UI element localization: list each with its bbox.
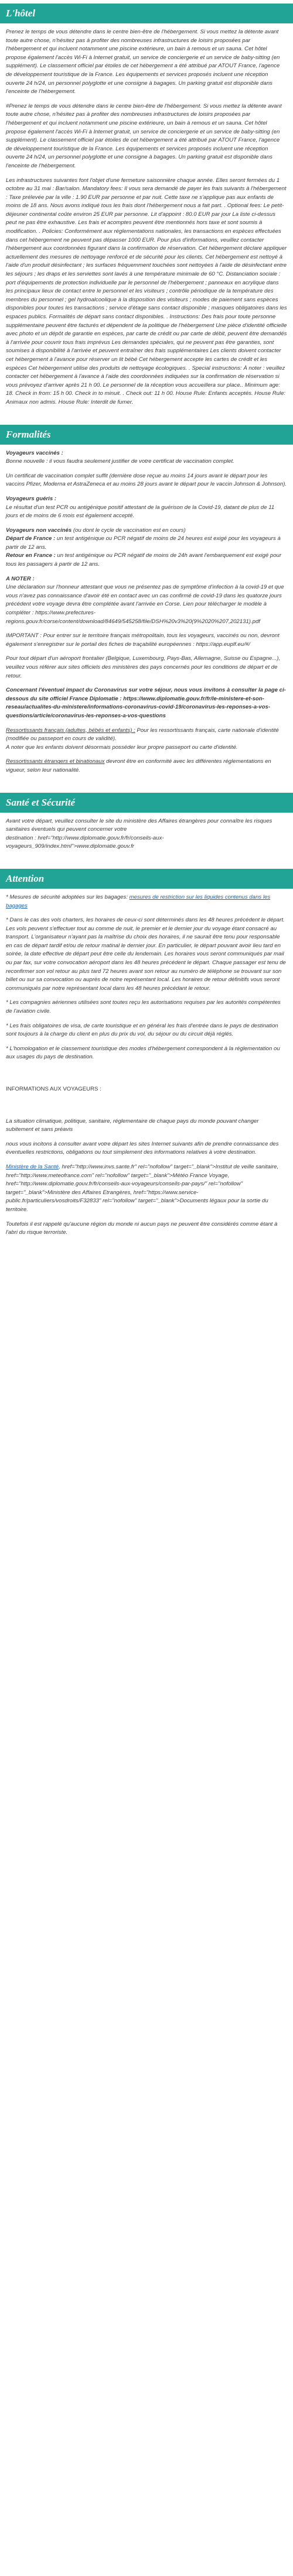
note-heading: A NOTER : bbox=[6, 575, 35, 582]
vaccinated-text-2: Un certificat de vaccination complet suffit (dernière dose reçue au moins 14 jours avant le départ pour les vaccins Pfizer, Moderna et AstraZeneca et au moins 28 jours avant le départ pour le vaccin Johnson & Johnson). bbox=[6, 472, 287, 488]
cured-heading: Voyageurs guéris : bbox=[6, 495, 57, 502]
terrorism-text: Toutefois il est rappelé qu'aucune région du monde ni aucun pays ne peuvent être considérés comme étant à l'abri du risque terroriste. bbox=[6, 1220, 278, 1236]
page bbox=[0, 4, 293, 1237]
note-text: Une déclaration sur l'honneur attestant que vous ne présentez pas de symptôme d'infection à la covid-19 et que vous n'avez pas connaissance d'avoir été en contact avec un cas confirmé de covid-19 dans les quatorze jours précédent votre voyage devra être complétée avant l'arrivée en Corse. Lien pour télécharger le modèle à compléter : https://www.prefectures-regions.gouv.fr/corse/content/download/84649/545258/file/DSH%20v3%20(9%2020%207,202131).pdf bbox=[6, 584, 284, 625]
section-header-attention: Attention bbox=[0, 869, 293, 889]
visa-text: * Les frais obligatoires de visa, de carte touristique et en général les frais d'entrée dans le pays de destination sont toujours à la charge du client en plus du prix du vol, du séjour ou du circuit déjà réglés. bbox=[6, 1022, 278, 1038]
section-sante bbox=[0, 817, 293, 851]
section-hotel bbox=[0, 28, 293, 407]
unvaccinated-note: (ou dont le cycle de vaccination est en cours) bbox=[71, 527, 186, 534]
foreign-text: devront être en conformité avec les différentes réglementations en vigueur, selon leur nationalité. bbox=[6, 758, 271, 773]
sante-text-2: destination : href="http://www.diplomatie.gouv.fr/fr/conseils-aux-voyageurs_909/index.html">www.diplomatie.gouv.fr bbox=[6, 834, 164, 850]
hotel-paragraph-3: Les infrastructures suivantes font l'objet d'une fermeture saisonnière chaque année. Elles seront fermées du 1 octobre au 31 mai : Bar/salon. Mandatory fees: Il vous sera demandé de payer les frais suivants à l'hébergement : Taxe prélevée par la ville : 1.90 EUR par personne et par nuit. Cette taxe ne s'applique pas aux enfants de moins de 18 ans. Nous avons indiqué tous les frais dont l'hébergement nous a fait part. . Optional fees: Le petit-déjeuner continental coûte environ 25 EUR par personne. Lit d'appoint : 80.0 EUR par jour La liste ci-dessus peut ne pas être exhaustive. Les frais et acomptes peuvent être mentionnés hors taxe et sont soumis à modification. . Policies: Conformément aux réglementations nationales, les transactions en espèces effectuées dans cet hébergement ne peuvent pas dépasser 1000 EUR. Pour plus d'informations, veuillez contacter l'hébergement aux coordonnées figurant dans la confirmation de réservation. Cet hébergement déclare appliquer actuellement des mesures de nettoyage renforcé et de sécurité pour les clients. Cet hébergement est nettoyé à l'aide d'un produit désinfectant ; les surfaces fréquemment touchées sont nettoyées à l'aide de désinfectant entre les séjours ; les draps et les serviettes sont lavés à une température minimale de 60 °C. Distanciation sociale : port d'équipements de protection individuelle par le personnel de l'hébergement ; panneaux en acrylique dans les principaux lieux de contact entre le personnel et les visiteurs ; contrôle périodique de la température des membres du personnel ; gel hydroalcoolique à la disposition des visiteurs ; modes de paiement sans espèces disponibles pour toutes les transactions ; service d'étage sans contact disponible ; masques obligatoires dans les espaces publics. Formalités de départ sans contact disponibles. . Instructions: Des frais pour toute personne supplémentaire peuvent être facturés et dépendent de la politique de l'hébergement Une pièce d'identité officielle avec photo et un dépôt de garantie en espèces, par carte de crédit ou par carte de débit, peuvent être demandés à l'arrivée pour couvrir tous frais imprévus Les demandes spéciales, qui ne peuvent pas être garanties, sont soumises à disponibilité à l'arrivée et peuvent entraîner des frais supplémentaires Les clients doivent contacter cet hébergement à l'avance pour réserver un lit bébé Cet hébergement accepte les cartes de crédit et les espèces Cet hébergement utilise des produits de nettoyage écologiques. . Special instructions: À noter : veuillez contacter cet hébergement à l'avance à l'aide des coordonnées indiquées sur la confirmation de réservation si vous prévoyez d'arriver après 21 h 00. Le personnel de la réception vous accueillera sur place.. Minimum age: 18. Check in from: 15 h 00. Check in to minuit. . Check out: 11 h 00. House Rule: Enfants acceptés. House Rule: Animaux non admis. House Rule: Interdit de fumer. bbox=[6, 177, 287, 405]
important-text: IMPORTANT : Pour entrer sur le territoire français métropolitain, tous les voyageurs, vaccinés ou non, devront également s'enregistrer sur le portail des fiches de traçabilité européennes : https://app.euplf.eu/#/ bbox=[6, 632, 280, 648]
unvaccinated-heading: Voyageurs non vaccinés bbox=[6, 527, 72, 534]
retour-heading: Retour en France : bbox=[6, 552, 56, 559]
airlines-text: * Les compagnies aériennes utilisées sont toutes reçu les autorisations requises par les autorités compétentes de l'aviation civile. bbox=[6, 999, 281, 1015]
hotel-paragraph-1: Prenez le temps de vous détendre dans le centre bien-être de l'hébergement. Si vous mettez la détente avant toute autre chose, n'hésitez pas à profiter des nombreuses infrastructures de loisirs proposées par l'hébergement et qui incluent notamment une piscine extérieure, un bain à remous et un sauna. Cet hôtel propose également l'accès Wi-Fi à Internet gratuit, un service de conciergerie et un service de baby-sitting (en supplément). Le classement officiel par étoiles de cet hébergement a été attribué par ATOUT France, l'agence de développement touristique de la France. Les équipements et services proposés incluent une réception ouverte 24 h/24, un personnel polyglotte et une consigne à bagages. Un parking gratuit est disponible dans l'enceinte de l'hébergement. bbox=[6, 29, 280, 95]
section-header-hotel: L'hôtel bbox=[0, 4, 293, 23]
retour-text: un test antigénique ou PCR négatif de moins de 24h avant l'embarquement est exigé pour tous les passagers à partir de 12 ans. bbox=[6, 552, 282, 568]
travelers-text-1: La situation climatique, politique, sanitaire, réglementaire de chaque pays du monde pouvant changer subitement et sans préavis bbox=[6, 1117, 259, 1133]
section-attention bbox=[0, 893, 293, 1237]
section-formalites bbox=[0, 449, 293, 775]
vaccinated-heading: Voyageurs vaccinés : bbox=[6, 449, 63, 456]
travelers-text-2: nous vous incitons à consulter avant votre départ les sites Internet suivants afin de prendre connaissance des éventuelles restrictions, obligations ou tout simplement des informations relatives à votre destination. bbox=[6, 1140, 279, 1156]
ministry-health-link[interactable]: Ministère de la Santé bbox=[6, 1163, 59, 1170]
eu-text-2: A noter que les enfants doivent désormais posséder leur propre passeport ou carte d'identité. bbox=[6, 744, 238, 751]
transit-text: Pour tout départ d'un aéroport frontalier (Belgique, Luxembourg, Pays-Bas, Allemagne, Suisse ou Espagne...), veuillez vous référer aux sites officiels des ministères des pays concernés pour les conditions de départ et de retour. bbox=[6, 655, 281, 679]
travelers-heading: INFORMATIONS AUX VOYAGEURS : bbox=[6, 1086, 101, 1092]
eu-text: Pour les ressortissants français, carte nationale d'identité (modifiée ou passeport en cours de validité). bbox=[6, 727, 279, 742]
cured-text: Le résultat d'un test PCR ou antigénique positif attestant de la guérison de la Covid-19, datant de plus de 11 jours et de moins de 6 mois est également accepté. bbox=[6, 504, 275, 520]
hotel-paragraph-2: #Prenez le temps de vous détendre dans le centre bien-être de l'hébergement. Si vous mettez la détente avant toute autre chose, n'hésitez pas à profiter des nombreuses infrastructures de loisirs proposées par l'hébergement et qui incluent notamment une piscine extérieure, un bain à remous et un sauna. Cet hôtel propose également l'accès Wi-Fi à Internet gratuit, un service de conciergerie et un service de baby-sitting (en supplément). Le classement officiel par étoiles de cet hébergement a été attribué par ATOUT France, l'agence de développement touristique de la France. Les équipements et services proposés incluent une réception ouverte 24 h/24, un personnel polyglotte et une consigne à bagages. Un parking gratuit est disponible dans l'enceinte de l'hébergement. bbox=[6, 102, 282, 169]
luggage-text: * Mesures de sécurité adoptées sur les bagages: bbox=[6, 893, 130, 900]
links-text: , href="http://www.invs.sante.fr" rel="nofollow" target="_blank">Institut de veille sanitaire, href="http://www.meteofrance.com" rel="nofollow" target="_blank">Météo France Voyage, href="http://www.diplomatie.gouv.fr/fr/conseils-aux-voyageurs/conseils-par-pays/" rel="nofollow" target="_blank">Ministère des Affaires Etrangères, href="https://www.service-public.fr/particuliers/vosdroits/F32833" rel="nofollow" target="_blank">Documents légaux pour la sortie du territoire. bbox=[6, 1163, 279, 1213]
depart-text: un test antigénique ou PCR négatif de moins de 24 heures est exigé pour les voyageurs à partir de 12 ans. bbox=[6, 535, 281, 551]
depart-heading: Départ de France : bbox=[6, 535, 56, 542]
charter-text: * Dans le cas des vols charters, les horaires de ceux-ci sont déterminés dans les 48 heures précédent le départ. Les vols peuvent s'effectuer tout au comme de nuit, le premier et le dernier jour du voyage étant consacré au transport. L'organisateur n'ayant pas la maîtrise du choix des horaires, il ne saurait être tenu pour responsable en cas de départ tardif et/ou de retour matinal le dernier jour. En particulier, le départ pouvant avoir lieu tard en soirée, la date effective de départ peut être celle du lendemain. Les horaires vous seront communiqués par mail ou par fax, sur votre convocation aéroport dans les 48 heures précédent le départ. Chaque passager est tenu de reconfirmer son vol retour au plus tard 72 heures avant son retour au numéro de téléphone se trouvant sur son billet ou sur sa convocation ou auprès de notre représentant local. Les horaires de retour définitifs vous seront communiqués par notre représentant local dans les 48 heures précédant le retour. bbox=[6, 917, 286, 992]
section-header-sante: Santé et Sécurité bbox=[0, 793, 293, 813]
covid-text: Concernant l'éventuel impact du Coronavirus sur votre séjour, nous vous invitons à consulter la page ci-dessous du site officiel France Diplomatie : https://www.diplomatie.gouv.fr/fr/le-ministere-et-son-reseau/actualites-du-ministere/informations-coronavirus-covid-19/coronavirus-les-reponses-a-vos-questions/article/coronavirus-les-reponses-a-vos-questions bbox=[6, 687, 286, 719]
sante-text-1: Avant votre départ, veuillez consulter le site du ministère des Affaires étrangères pour connaître les risques sanitaires éventuels qui peuvent concerner votre bbox=[6, 817, 272, 833]
classification-text: * L'homologation et le classement touristique des modes d'hébergement correspondent à la réglementation ou aux usages du pays de destination. bbox=[6, 1045, 280, 1061]
section-header-formalites: Formalités bbox=[0, 425, 293, 445]
eu-heading: Ressortissants français (adultes, bébés et enfants) : bbox=[6, 727, 135, 734]
liquids-link[interactable]: mesures de restriction sur les liquides contenus dans les bagages bbox=[6, 893, 271, 909]
vaccinated-text: Bonne nouvelle : il vous faudra seulement justifier de votre certificat de vaccination complet. bbox=[6, 458, 234, 465]
foreign-heading: Ressortissants étrangers et binationaux bbox=[6, 758, 105, 765]
